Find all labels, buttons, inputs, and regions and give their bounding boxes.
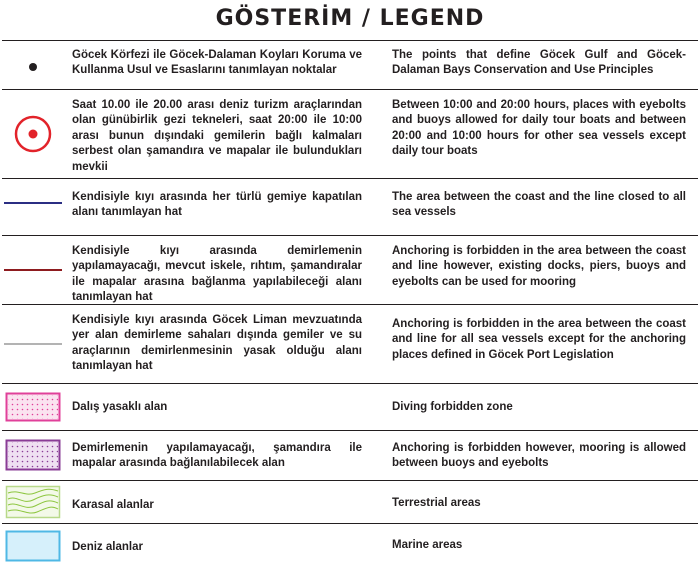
legend-row bbox=[0, 41, 700, 89]
legend-tr-text: Saat 10.00 ile 20.00 arası deniz turizm araçlarından olan günübirlik gezi tekneleri, saat 20:00 ile 10:00 arası bunun dışındaki gemilerin bağlı kalmaları serbest olan şamandıra ve mapalar ile bulundukları mevkii bbox=[72, 99, 362, 173]
legend-row bbox=[0, 384, 700, 430]
lightblue-box-icon bbox=[4, 529, 62, 563]
black-dot-icon bbox=[4, 41, 62, 89]
legend-row bbox=[0, 524, 700, 569]
green-contour-box-icon bbox=[4, 484, 62, 520]
legend-en-text: Marine areas bbox=[392, 539, 463, 551]
legend-row bbox=[0, 431, 700, 480]
darkred-line-icon bbox=[4, 236, 62, 304]
legend-row bbox=[0, 481, 700, 523]
legend-en-text: Between 10:00 and 20:00 hours, places with eyebolts and buoys allowed for daily tour boats and between 20:00 and 10:00 hours for other sea vessels except daily tour boats bbox=[392, 99, 686, 158]
legend-tr-text: Dalış yasaklı alan bbox=[72, 401, 168, 413]
pink-dotted-box-icon bbox=[4, 391, 62, 423]
legend-tr-text: Göcek Körfezi ile Göcek-Dalaman Koyları Koruma ve Kullanma Usul ve Esaslarını tanımlayan noktalar bbox=[72, 49, 362, 77]
legend-tr-text: Kendisiyle kıyı arasında Göcek Liman mevzuatında yer alan demirleme sahaları dışında gemiler ve su araçlarının demirlenmesinin yasak olduğu alanı tanımlayan hat bbox=[72, 314, 362, 373]
legend-en-text: The points that define Göcek Gulf and Göcek-Dalaman Bays Conservation and Use Principles bbox=[392, 49, 686, 77]
red-circle-dot-icon bbox=[4, 90, 62, 178]
legend-tr-text: Kendisiyle kıyı arasında demirlemenin yapılamayacağı, mevcut iskele, rıhtım, şamandıralar ile mapalar arasına bağlanma yapılabileceği alanı tanımlayan hat bbox=[72, 245, 362, 304]
legend-tr-text: Karasal alanlar bbox=[72, 499, 154, 511]
legend-tr-text: Deniz alanlar bbox=[72, 541, 143, 553]
legend-en-text: Anchoring is forbidden in the area between the coast and line however, existing docks, piers, buoys and eyebolts can be used for mooring bbox=[392, 245, 686, 288]
legend-row bbox=[0, 90, 700, 178]
gray-line-icon bbox=[4, 305, 62, 383]
legend-title: GÖSTERİM / LEGEND bbox=[215, 6, 485, 31]
purple-dotted-box-icon bbox=[4, 438, 62, 472]
legend-en-text: The area between the coast and the line closed to all sea vessels bbox=[392, 191, 686, 219]
legend-row bbox=[0, 305, 700, 383]
legend-tr-text: Kendisiyle kıyı arasında her türlü gemiye kapatılan alanı tanımlayan hat bbox=[72, 191, 362, 219]
legend-tr-text: Demirlemenin yapılamayacağı, şamandıra ile mapalar arasında bağlanılabilecek alan bbox=[72, 442, 362, 470]
legend-en-text: Terrestrial areas bbox=[392, 497, 481, 509]
legend-row bbox=[0, 236, 700, 304]
legend-en-text: Anchoring is forbidden in the area between the coast and line for all sea vessels except for the anchoring places defined in Göcek Port Legislation bbox=[392, 318, 686, 361]
legend-row bbox=[0, 179, 700, 235]
navy-line-icon bbox=[4, 179, 62, 227]
legend-en-text: Diving forbidden zone bbox=[392, 401, 513, 413]
legend-en-text: Anchoring is forbidden however, mooring is allowed between buoys and eyebolts bbox=[392, 442, 686, 470]
